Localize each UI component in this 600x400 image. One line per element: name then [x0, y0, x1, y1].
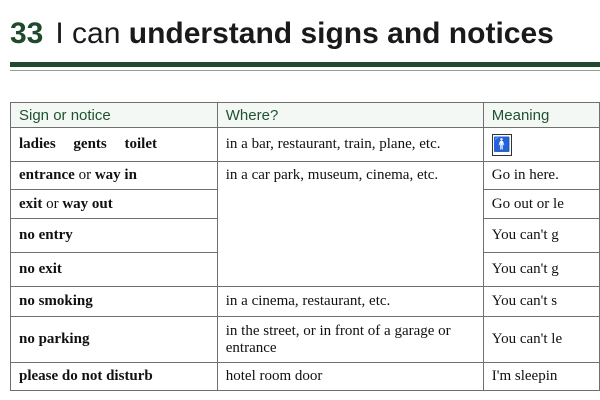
- where-cell: in a car park, museum, cinema, etc.: [217, 162, 483, 287]
- column-header-meaning: Meaning: [483, 103, 599, 128]
- table-row: [11, 363, 600, 391]
- title-bold: understand signs and notices: [128, 17, 554, 50]
- sign-cell: [11, 162, 218, 190]
- meaning-cell: You can't s: [483, 287, 599, 317]
- table-header-row: [11, 103, 600, 128]
- table-row: [11, 287, 600, 317]
- sign-or: or: [74, 167, 95, 183]
- sign-cell: please do not disturb: [11, 363, 218, 391]
- meaning-cell: You can't g: [483, 253, 599, 287]
- sign-cell: [11, 190, 218, 219]
- sign-cell: no entry: [11, 219, 218, 253]
- table-row: [11, 128, 600, 162]
- sign-cell: no exit: [11, 253, 218, 287]
- title-plain: I can: [55, 17, 121, 50]
- meaning-cell: Go out or le: [483, 190, 599, 219]
- meaning-cell: I'm sleepin: [483, 363, 599, 391]
- sign-word: exit: [19, 195, 43, 212]
- sign-cell: ladies gents toilet: [11, 128, 218, 162]
- column-header-where: Where?: [217, 103, 483, 128]
- meaning-cell: Go in here.: [483, 162, 599, 190]
- where-cell: in the street, or in front of a garage or entrance: [217, 317, 483, 363]
- table-row: [11, 317, 600, 363]
- sign-cell: no parking: [11, 317, 218, 363]
- where-cell: hotel room door: [217, 363, 483, 391]
- signs-table: [10, 102, 600, 391]
- table-row: [11, 162, 600, 190]
- sign-word: way in: [94, 167, 137, 183]
- where-cell: in a bar, restaurant, train, plane, etc.: [217, 128, 483, 162]
- sign-word: way out: [62, 195, 113, 212]
- sign-or: or: [42, 195, 63, 212]
- toilet-person-icon: 🚹: [492, 134, 512, 156]
- meaning-cell: [483, 128, 599, 162]
- sign-cell: no smoking: [11, 287, 218, 317]
- page-title: [10, 14, 554, 54]
- where-cell: in a cinema, restaurant, etc.: [217, 287, 483, 317]
- meaning-cell: You can't le: [483, 317, 599, 363]
- sign-word: entrance: [19, 167, 75, 183]
- title-rule-thin: [10, 70, 600, 71]
- meaning-cell: You can't g: [483, 219, 599, 253]
- column-header-sign: Sign or notice: [11, 103, 218, 128]
- unit-number: 33: [10, 17, 44, 50]
- title-rule: [10, 62, 600, 67]
